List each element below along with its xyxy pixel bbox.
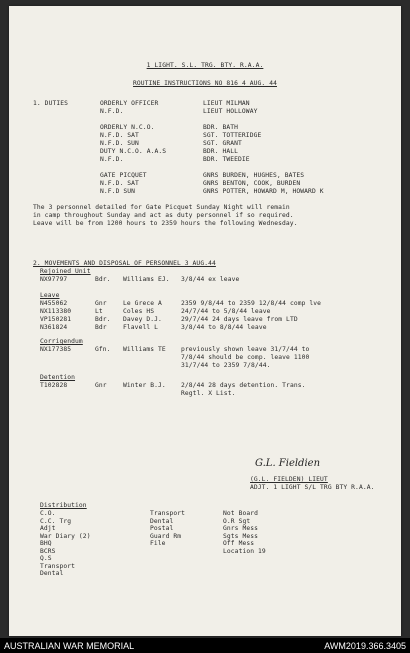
duty-assignee: LIEUT MILMAN — [203, 100, 250, 107]
duty-role: N.F.D SUN — [100, 188, 136, 195]
distribution-item: Transport — [150, 510, 186, 517]
person-name: Williams EJ. — [123, 276, 170, 283]
duty-note-line: Leave will be from 1200 hours to 2359 hours the following Wednesday. — [33, 220, 298, 227]
duty-assignee: GNRS BENTON, COOK, BURDEN — [203, 180, 301, 187]
detention-label: Detention — [40, 374, 76, 381]
distribution-item: Guard Rm — [150, 532, 182, 540]
person-name: Davey D.J. — [123, 316, 162, 323]
detention-line: 2/8/44 28 days detention. Trans. — [181, 382, 306, 389]
service-number: N361824 — [40, 324, 68, 331]
rejoined-label: Rejoined Unit — [40, 268, 91, 275]
distribution-item: Adjt — [40, 525, 56, 532]
distribution-item: Transport — [40, 562, 76, 570]
signatory-name: (G.L. FIELDEN) LIEUT — [250, 476, 328, 483]
signatory-position: ADJT. 1 LIGHT S/L TRG BTY R.A.A. — [250, 484, 375, 491]
service-number: VP150281 — [40, 316, 72, 323]
distribution-item: C.O. — [40, 510, 56, 517]
duty-note-line: in camp throughout Sunday and act as duty personnel if so required. — [33, 212, 294, 219]
movement-detail: 29/7/44 24 days leave from LTD — [181, 316, 298, 323]
service-number: T102828 — [40, 382, 68, 389]
duties-label: 1. DUTIES — [33, 100, 69, 107]
distribution-item: O.R Sgt — [223, 517, 251, 525]
duty-role: ORDERLY OFFICER — [100, 100, 159, 107]
movement-detail: 24/7/44 to 5/8/44 leave — [181, 308, 271, 315]
rank: Bdr — [95, 324, 107, 331]
distribution-item: Sgts Mess — [223, 532, 259, 540]
rank: Gnr — [95, 382, 107, 389]
distribution-item: C.C. Trg — [40, 517, 72, 525]
distribution-item: Not Board — [223, 510, 259, 517]
duty-assignee: GNRS POTTER, HOWARD M, HOWARD K — [203, 188, 324, 195]
person-name: Le Grece A — [123, 300, 162, 307]
distribution-item: Gnrs Mess — [223, 525, 259, 532]
rank: Gfn. — [95, 346, 111, 353]
distribution-item: Location 19 — [223, 547, 266, 555]
movement-detail: 2359 9/8/44 to 2359 12/8/44 comp lve — [181, 300, 322, 307]
unit-title: 1 LIGHT. S.L. TRG. BTY. R.A.A. — [146, 62, 264, 69]
duty-assignee: BDR. HALL — [203, 148, 239, 155]
corrigendum-line: previously shown leave 31/7/44 to — [181, 346, 310, 353]
movements-heading: 2. MOVEMENTS AND DISPOSAL OF PERSONNEL 3 AUG.44 — [33, 260, 216, 267]
rank: Bdr. — [95, 316, 111, 323]
duty-role: N.F.D. — [100, 108, 124, 115]
distribution-item: Postal — [150, 525, 174, 532]
duty-role: GATE PICQUET — [100, 172, 147, 179]
distribution-item: Q.S — [40, 555, 52, 562]
distribution-item: Dental — [40, 570, 64, 577]
distribution-label: Distribution — [40, 502, 87, 509]
leave-label: Leave — [40, 292, 60, 299]
person-name: Coles HS — [123, 308, 155, 315]
duty-role: ORDERLY N.C.O. — [100, 124, 155, 131]
archive-footer — [0, 638, 410, 653]
corrigendum-line: 7/8/44 should be comp. leave 1100 — [181, 354, 310, 361]
service-number: NX113380 — [40, 308, 72, 315]
duty-role: N.F.D. SAT — [100, 180, 139, 187]
rank: Bdr. — [95, 276, 111, 283]
distribution-item: BHQ — [40, 540, 52, 547]
duty-role: N.F.D. SUN — [100, 140, 139, 147]
duty-assignee: SGT. TOTTERIDGE — [203, 132, 262, 139]
movement-detail: 3/8/44 to 8/8/44 leave — [181, 324, 267, 331]
person-name: Williams TE — [123, 346, 166, 353]
duty-assignee: SGT. GRANT — [203, 140, 242, 147]
duty-assignee: GNRS BURDEN, HUGHES, BATES — [203, 172, 305, 179]
rank: Gnr — [95, 300, 107, 307]
duty-role: DUTY N.C.O. A.A.S — [100, 148, 167, 155]
document-page — [9, 6, 401, 636]
duty-note-line: The 3 personnel detailed for Gate Picquet Sunday Night will remain — [33, 204, 290, 211]
distribution-item: BCRS — [40, 547, 56, 555]
rank: Lt — [95, 308, 103, 315]
corrigendum-line: 31/7/44 to 2359 7/8/44. — [181, 362, 271, 369]
distribution-item: File — [150, 540, 166, 547]
archive-reference: AWM2019.366.3405 — [324, 641, 406, 651]
service-number: NX177385 — [40, 346, 72, 353]
distribution-item: Off Mess — [223, 540, 255, 547]
handwritten-signature: G.L. Fieldien — [255, 458, 321, 469]
detention-line: Regtl. X List. — [181, 390, 236, 397]
distribution-item: Dental — [150, 517, 174, 525]
archive-name: AUSTRALIAN WAR MEMORIAL — [4, 641, 135, 651]
duty-role: N.F.D. SAT — [100, 132, 139, 139]
distribution-item: War Diary (2) — [40, 532, 91, 540]
duty-assignee: BDR. BATH — [203, 124, 239, 131]
duty-role: N.F.D. — [100, 156, 124, 163]
service-number: NX97797 — [40, 276, 68, 283]
corrigendum-label: Corrigendum — [40, 338, 83, 345]
service-number: N455062 — [40, 300, 68, 307]
document-title: ROUTINE INSTRUCTIONS NO 816 4 AUG. 44 — [133, 80, 277, 87]
person-name: Flavell L — [123, 324, 159, 331]
duty-assignee: BDR. TWEEDIE — [203, 156, 250, 163]
duty-assignee: LIEUT HOLLOWAY — [203, 108, 258, 115]
movement-detail: 3/8/44 ex leave — [181, 276, 240, 283]
person-name: Winter B.J. — [123, 382, 166, 389]
